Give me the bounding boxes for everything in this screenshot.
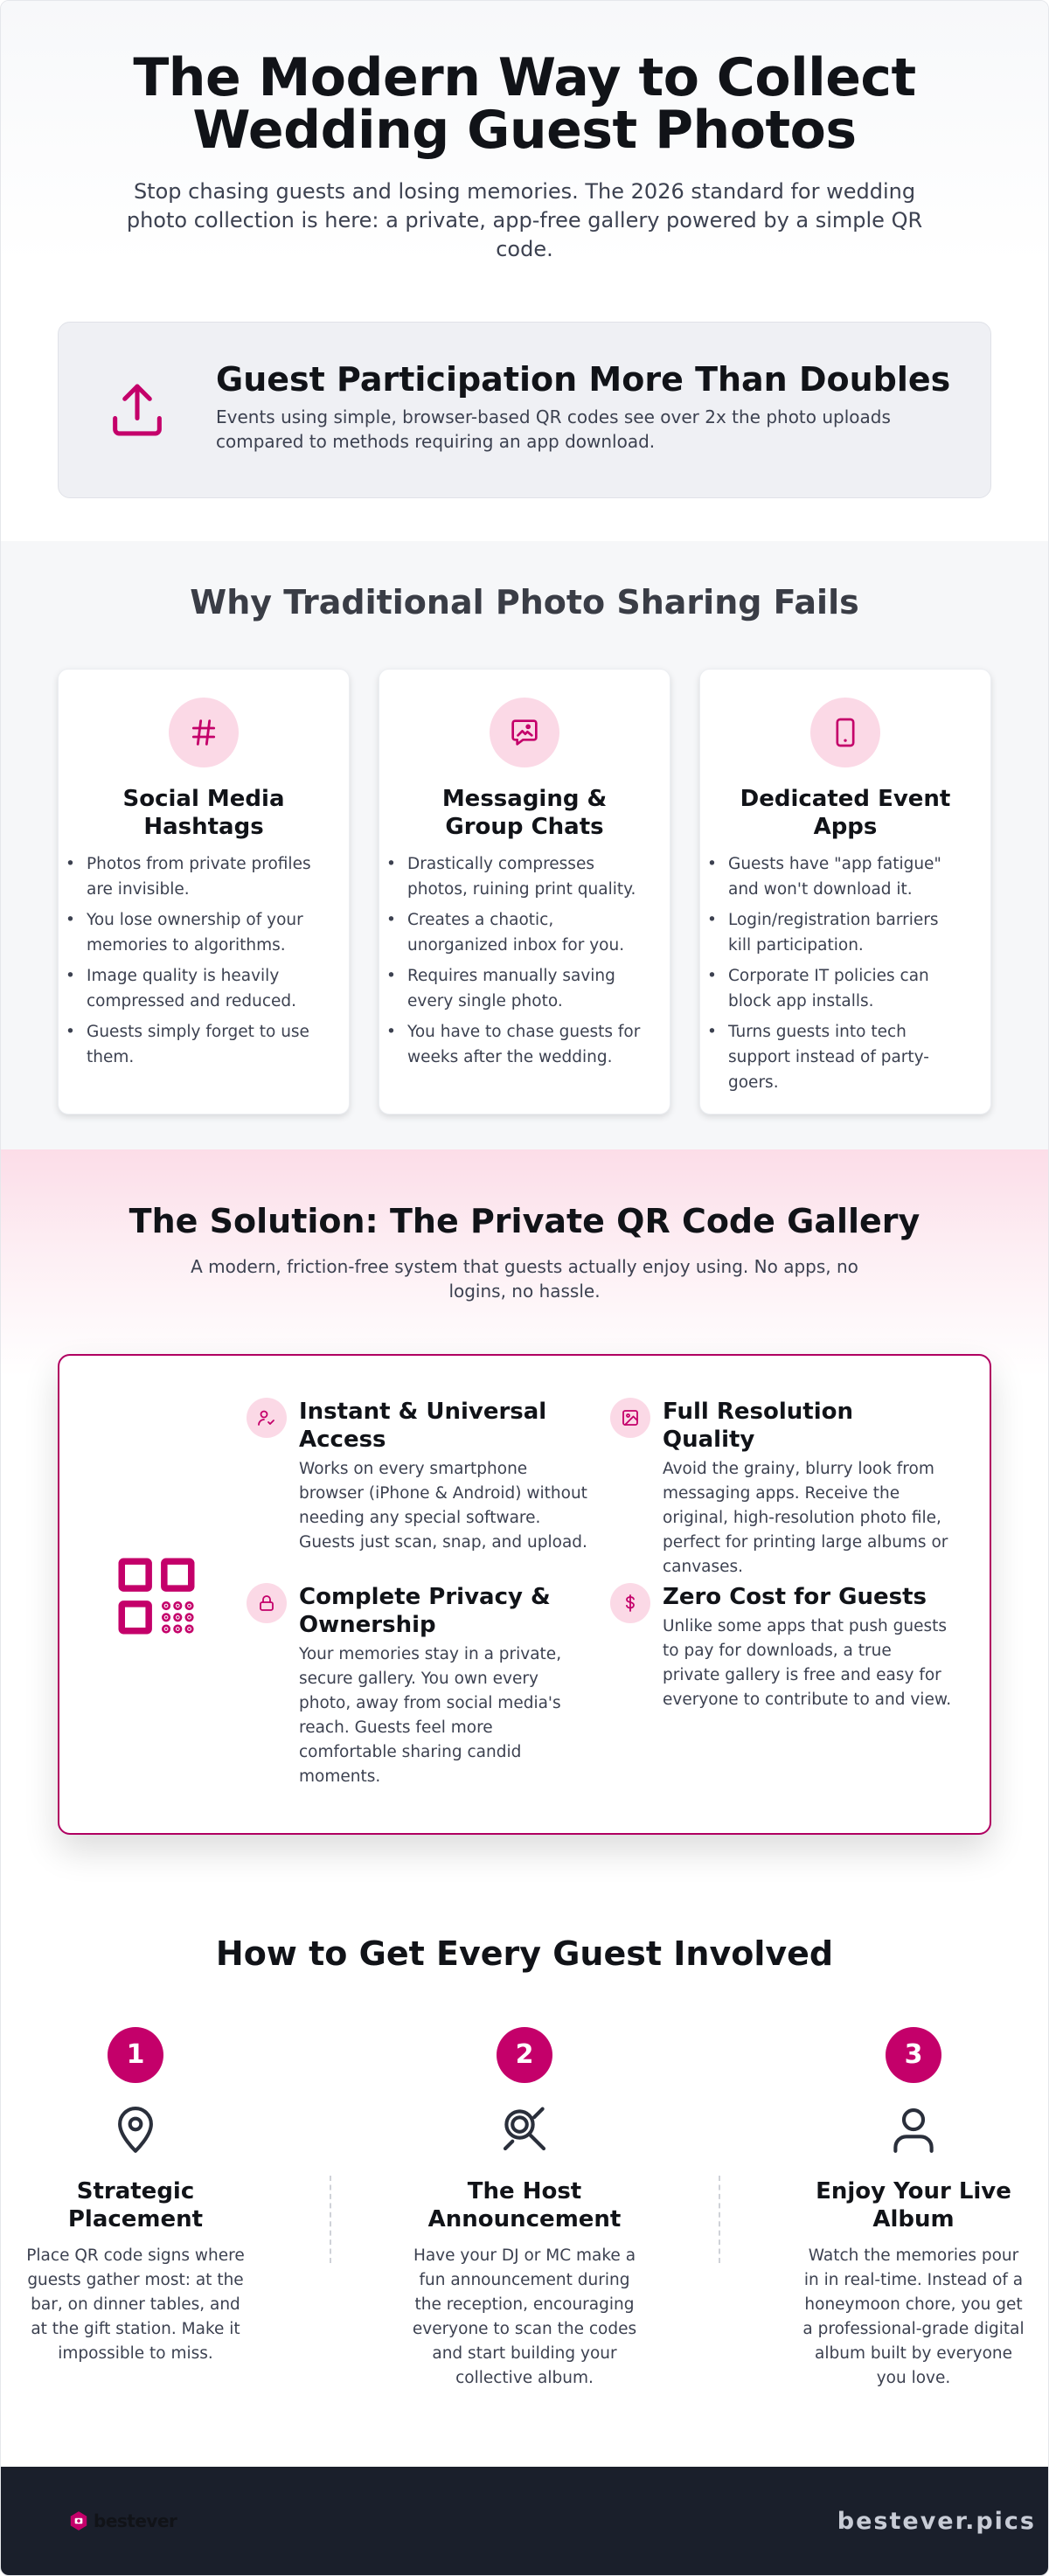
list-item: • Drastically compresses photos, ruining print quality. — [406, 851, 643, 902]
feature-text: Works on every smartphone browser (iPhone & Android) without needing any special software. Guests just scan, snap, and upload. — [299, 1460, 587, 1552]
card-dedicated-event-apps — [699, 669, 991, 1114]
logo-text: bestever — [94, 2510, 177, 2531]
stat-title: Guest Participation More Than Doubles — [216, 360, 951, 399]
step-number: 2 — [497, 2027, 552, 2083]
feature-title: Complete Privacy & Ownership — [299, 1584, 551, 1638]
list-item: • Guests simply forget to use them. — [85, 1019, 323, 1070]
card-title: Dedicated Event Apps — [740, 786, 951, 840]
map-pin-icon — [107, 2100, 164, 2158]
how-section — [1, 1857, 1048, 2487]
list-item: • Photos from private profiles are invisible. — [85, 851, 323, 902]
list-item: • You have to chase guests for weeks after the wedding. — [406, 1019, 643, 1070]
list-item: • Login/registration barriers kill participation. — [726, 907, 964, 958]
list-item: • Creates a chaotic, unorganized inbox for you. — [406, 907, 643, 958]
footer-logo[interactable] — [67, 2510, 177, 2532]
image-icon — [620, 1407, 641, 1428]
step-divider — [330, 2176, 331, 2263]
step-strategic-placement — [22, 2027, 249, 2391]
user-icon — [885, 2100, 942, 2158]
feature-text: Avoid the grainy, blurry look from messaging apps. Receive the original, high-resolution photo file, perfect for printing large albums or canvases. — [663, 1460, 948, 1576]
step-divider — [719, 2176, 720, 2263]
list-item: • Image quality is heavily compressed and reduced. — [85, 963, 323, 1014]
card-title: Social Media Hashtags — [122, 786, 285, 840]
stat-callout — [58, 322, 991, 498]
hero-section — [1, 1, 1048, 541]
feature-title: Instant & Universal Access — [299, 1399, 547, 1453]
page-title: The Modern Way to Collect Wedding Guest Photos — [133, 47, 916, 161]
message-image-icon — [507, 715, 542, 750]
step-title: Strategic Placement — [67, 2178, 204, 2232]
step-host-announcement — [411, 2027, 638, 2391]
card-messaging-group-chats — [379, 669, 670, 1114]
step-text: Place QR code signs where guests gather most: at the bar, on dinner tables, and at the gift station. Make it impossible to miss. — [26, 2246, 245, 2363]
card-title: Messaging & Group Chats — [441, 786, 608, 840]
fail-section — [1, 541, 1048, 1149]
hashtag-icon — [186, 715, 221, 750]
list-item: • You lose ownership of your memories to algorithms. — [85, 907, 323, 958]
step-number: 1 — [108, 2027, 163, 2083]
feature-full-resolution — [610, 1398, 953, 1580]
feature-zero-cost — [610, 1583, 953, 1712]
solution-section — [1, 1149, 1048, 1857]
step-number: 3 — [886, 2027, 941, 2083]
step-title: The Host Announcement — [427, 2178, 622, 2232]
feature-title: Zero Cost for Guests — [663, 1584, 927, 1610]
feature-privacy — [247, 1583, 589, 1789]
solution-title: The Solution: The Private QR Code Gallery — [129, 1202, 920, 1240]
step-title: Enjoy Your Live Album — [816, 2178, 1011, 2232]
lock-icon — [256, 1593, 277, 1614]
feature-instant-access — [247, 1398, 589, 1555]
step-live-album — [800, 2027, 1027, 2391]
step-text: Have your DJ or MC make a fun announcement during the reception, encouraging everyone to scan the codes and start building your collective album. — [412, 2246, 637, 2387]
feature-text: Unlike some apps that push guests to pay for downloads, a true private gallery is free and easy for everyone to contribute to and view. — [663, 1617, 952, 1709]
dollar-icon — [620, 1593, 641, 1614]
list-item: • Turns guests into tech support instead of party-goers. — [726, 1019, 964, 1095]
solution-subtitle: A modern, friction-free system that guests actually enjoy using. No apps, no logins, no hassle. — [191, 1256, 858, 1302]
list-item: • Corporate IT policies can block app installs. — [726, 963, 964, 1014]
announcement-icon — [496, 2100, 553, 2158]
bestever-logo-icon — [67, 2510, 90, 2532]
feature-text: Your memories stay in a private, secure gallery. You own every photo, away from social media's reach. Guests feel more comfortable sharing candid moments. — [299, 1645, 562, 1786]
fail-section-title: Why Traditional Photo Sharing Fails — [190, 583, 859, 621]
upload-icon — [104, 377, 170, 443]
user-check-icon — [256, 1407, 277, 1428]
hero-subtitle: Stop chasing guests and losing memories. The 2026 standard for wedding photo collection is here: a private, app-free gallery powered by a simple QR code. — [126, 179, 923, 261]
qr-code-icon — [110, 1550, 203, 1642]
footer-brand[interactable]: bestever.pics — [837, 2507, 1036, 2535]
footer — [1, 2467, 1049, 2575]
feature-title: Full Resolution Quality — [663, 1399, 853, 1453]
solution-box — [58, 1354, 991, 1835]
list-item: • Requires manually saving every single photo. — [406, 963, 643, 1014]
smartphone-icon — [828, 715, 863, 750]
card-social-media-hashtags — [58, 669, 350, 1114]
stat-text: Events using simple, browser-based QR codes see over 2x the photo uploads compared to methods requiring an app download. — [216, 406, 891, 452]
step-text: Watch the memories pour in in real-time. Instead of a honeymoon chore, you get a professional-grade digital album built by everyone you love. — [802, 2246, 1025, 2387]
list-item: • Guests have "app fatigue" and won't download it. — [726, 851, 964, 902]
how-section-title: How to Get Every Guest Involved — [215, 1934, 834, 1973]
